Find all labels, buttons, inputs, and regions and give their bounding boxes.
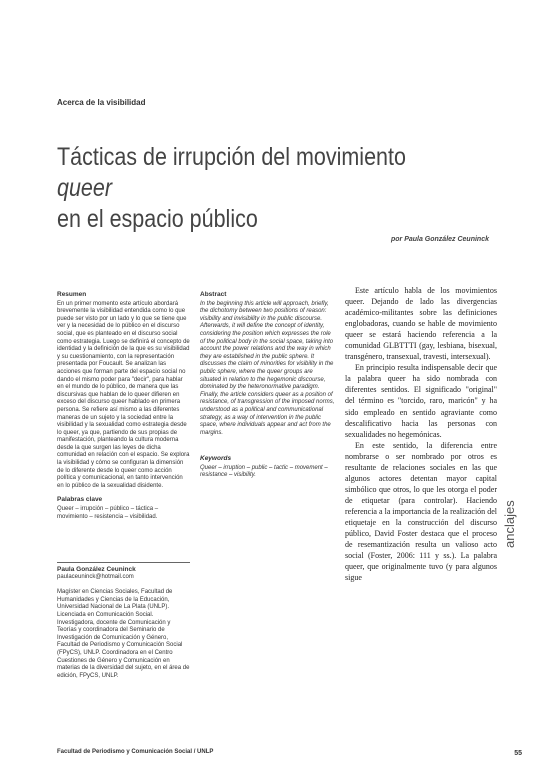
journal-side-label: anclajes (502, 500, 517, 548)
abstract-column (200, 291, 335, 480)
title-line1-text: Tácticas de irrupción del movimiento (57, 143, 406, 171)
article-title (57, 142, 435, 235)
keywords-heading: Keywords (200, 455, 232, 463)
abstract-heading: Abstract (200, 291, 227, 298)
title-line1-emphasis: queer (57, 174, 112, 202)
palabras-heading: Palabras clave (57, 496, 103, 504)
bio-name: Paula González Ceuninck (57, 566, 136, 573)
page-footer: Facultad de Periodismo y Comunicación Social / UNLP (57, 749, 214, 755)
abstract-text: In the beginning this article will approach, briefly, the dichotomy between two positions of reason: visibility and invisibility in the public discourse. Afterwards, it will define the concept of identity, considering the position which expresses the role of the political body in the social space, taking into account the power relations and the way in which they are established in the public sphere. It discusses the claim of minorities for visibility in the public sphere, where the queer groups are situated in relation to the hegemonic discourse, dominated by the heteronormative paradigm. Finally, the article considers queer as a position of resistance, of transgression of the imposed norms, understood as a political and communicational strategy, as a way of intervention in the public space, where individuals appear and act from the margins. (200, 300, 335, 436)
palabras-text: Queer – irrupción – público – táctica – movimiento – resistencia – visibilidad. (57, 506, 159, 520)
section-kicker: Acerca de la visibilidad (57, 98, 146, 107)
body-paragraph-1: Este artículo habla de los movimientos queer. Dejando de lado las divergencias académico-militantes sobre las definiciones englobadoras, cuando se hable de movimiento queer se estará haciendo referencia a la comunidad GLBTTTI (gay, lesbiana, bisexual, transgénero, transexual, travesti, intersexual). (345, 286, 497, 362)
body-paragraph-2: En principio resulta indispensable decir que la palabra queer ha sido nombrada con diferentes sentidos. El significado "original" del término es "torcido, raro, maricón" y ha sido empleado en sentido agraviante como descalificativo hacia las personas con sexualidades no hegemónicas. (345, 363, 497, 439)
title-line2: en el espacio público (57, 205, 258, 233)
body-paragraph-3: En este sentido, la diferencia entre nombrarse o ser nombrado por otros es resultante de relaciones sociales en las que algunos actores detentan mayor capital simbólico que otros, lo que les otorga el poder de etiquetar (para controlar). Haciendo referencia a la importancia de la realización del etiquetaje en la construcción del discurso público, David Foster destaca que el proceso de resemantización resulta un valioso acto social (Foster, 2006: 111 y ss.). La palabra queer, que originalmente tuvo (y para algunos sigue (345, 440, 497, 583)
resumen-text: En un primer momento este artículo abordará brevemente la visibilidad entendida como lo que puede ser visto por un lado y lo que se tiene que ver y la necesidad de lo público en el discurso social, que es planteado en el discurso social como estrategia. Luego se definirá el concepto de identidad y la definición de la que es su visibilidad y su cuestionamiento, con la representación presentada por Foucault. Se analizan las acciones que forman parte del espacio social no dando el mismo poder para "decir", para hablar en el mundo de lo público, de manera que las discursivas que hablan de lo queer difieren en exceso del discurso queer hablado en primera persona. Se refiere así mismo a las diferentes maneras de un sujeto y la sociedad entre la visibilidad y la sexualidad como estrategia desde lo queer, ya que, partiendo de sus propias de manifestación, planteando la cultura moderna desde la que surgen las leyes de dicha comunidad en relación con el espacio. Se explora la visibilidad y cómo se configuran la dimensión de lo diferente desde lo queer como acción política y comunicacional, en tanto intervención en lo público de la sexualidad disidente. (57, 300, 190, 489)
author-byline: por Paula González Ceuninck (390, 236, 489, 243)
bio-email: paulaceuninck@hotmail.com (57, 573, 134, 580)
bio-divider (57, 562, 190, 563)
page-number: 55 (514, 750, 522, 757)
keywords-text: Queer – irruption – public – tactic – movement – resistance – visibility. (200, 464, 328, 479)
resumen-heading: Resumen (57, 291, 87, 298)
body-column (345, 285, 497, 583)
bio-text: Magíster en Ciencias Sociales, Facultad de Humanidades y Ciencias de la Educación, Universidad Nacional de La Plata (UNLP). Licenciada en Comunicación Social. Investigadora, docente de Comunicación y Teorías y coordinadora del Seminario de Investigación de Comunicación y Género, Facultad de Periodismo y Comunicación Social (FPyCS), UNLP. Coordinadora en el Centro Cuestiones de Género y Comunicación en materias de la diversidad del sujeto, en el área de edición, FPyCS, UNLP. (57, 589, 190, 679)
resumen-column (57, 291, 190, 521)
author-bio (57, 566, 190, 680)
